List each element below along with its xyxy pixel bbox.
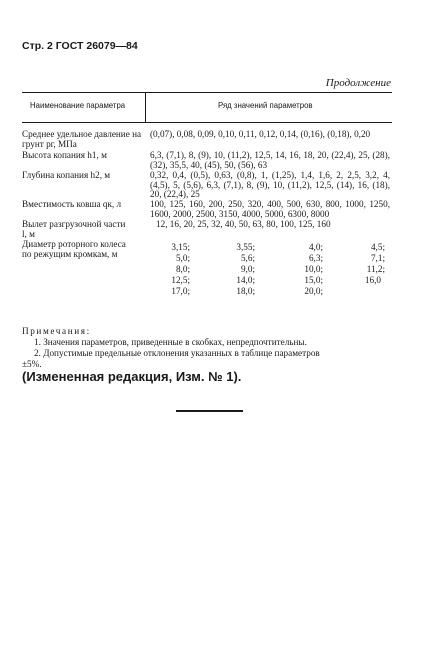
grid-cell: 12,5; [171,275,190,285]
row-values-dig-height: 6,3, (7,1), 8, (9), 10, (11,2), 12,5, 14, 16, 18, 20, (22,4), 25, (28), (32), 35,5, 40, (45), 50, (56), 63 [150,150,390,170]
grid-cell: 15,0; [304,275,323,285]
row-values-pressure: (0,07), 0,08, 0,09, 0,10, 0,11, 0,12, 0,14, (0,16), (0,18), 0,20 [150,129,371,139]
note-1: 1. Значения параметров, приведенные в скобках, непредпочтительны. [34,337,307,347]
grid-cell: 4,0; [308,242,323,252]
grid-cell: 6,3; [308,253,323,263]
row-label-dig-depth: Глубина копания h2, м [22,170,111,180]
column-header-parameter: Наименование параметра [30,101,126,110]
grid-cell: 17,0; [171,286,190,296]
notes-title: Примечания: [22,326,91,336]
grid-cell: 5,0; [175,253,190,263]
note-2-continued: ±5%. [22,359,42,369]
row-label-dig-height: Высота копания h1, м [22,150,107,160]
table-top-rule [22,92,392,93]
row-label-pressure: Среднее удельное давление на грунт pг, МПа [22,129,142,149]
row-label-rotor-diameter: Диаметр роторного колеса по режущим кромкам, м [22,239,126,259]
continued-label: Продолжение [325,77,391,89]
table-header-divider [145,92,146,122]
grid-cell: 8,0; [175,264,190,274]
column-header-values: Ряд значений параметров [218,101,313,110]
grid-cell: 5,6; [240,253,255,263]
end-rule [176,410,243,412]
grid-cell: 9,0; [240,264,255,274]
note-2: 2. Допустимые предельные отклонения указанных в таблице параметров [34,348,320,358]
row-label-bucket-capacity: Вместимость ковша qк, л [22,199,122,209]
amendment-note: (Измененная редакция, Изм. № 1). [22,369,242,384]
row-values-discharge-reach: 12, 16, 20, 25, 32, 40, 50, 63, 80, 100, 125, 160 [156,219,331,229]
row-values-bucket-capacity: 100, 125, 160, 200, 250, 320, 400, 500, 630, 800, 1000, 1250, 1600, 2000, 2500, 3150, 4000, 5000, 6300, 8000 [150,199,390,219]
grid-cell: 14,0; [236,275,255,285]
page-header: Стр. 2 ГОСТ 26079—84 [22,40,138,52]
grid-cell: 7,1; [370,253,385,263]
grid-cell: 4,5; [370,242,385,252]
row-values-dig-depth: 0,32, 0,4, (0,5), 0,63, (0,8), 1, (1,25), 1,4, 1,6, 2, 2,5, 3,2, 4, (4,5), 5, (5,6), 6,3, (7,1), 8, (9), 10, (11,2), 12,5, (14), 16, (18), 20, (22,4), 25 [150,170,390,200]
grid-cell: 3,55; [236,242,255,252]
grid-cell: 20,0; [304,286,323,296]
table-header-rule [22,122,392,123]
row-label-discharge-reach: Вылет разгрузочной части l, м [22,219,126,239]
grid-cell: 3,15; [171,242,190,252]
grid-cell: 11,2; [366,264,385,274]
grid-cell: 18,0; [236,286,255,296]
grid-cell: 10,0; [304,264,323,274]
grid-cell: 16,0 [364,275,381,285]
